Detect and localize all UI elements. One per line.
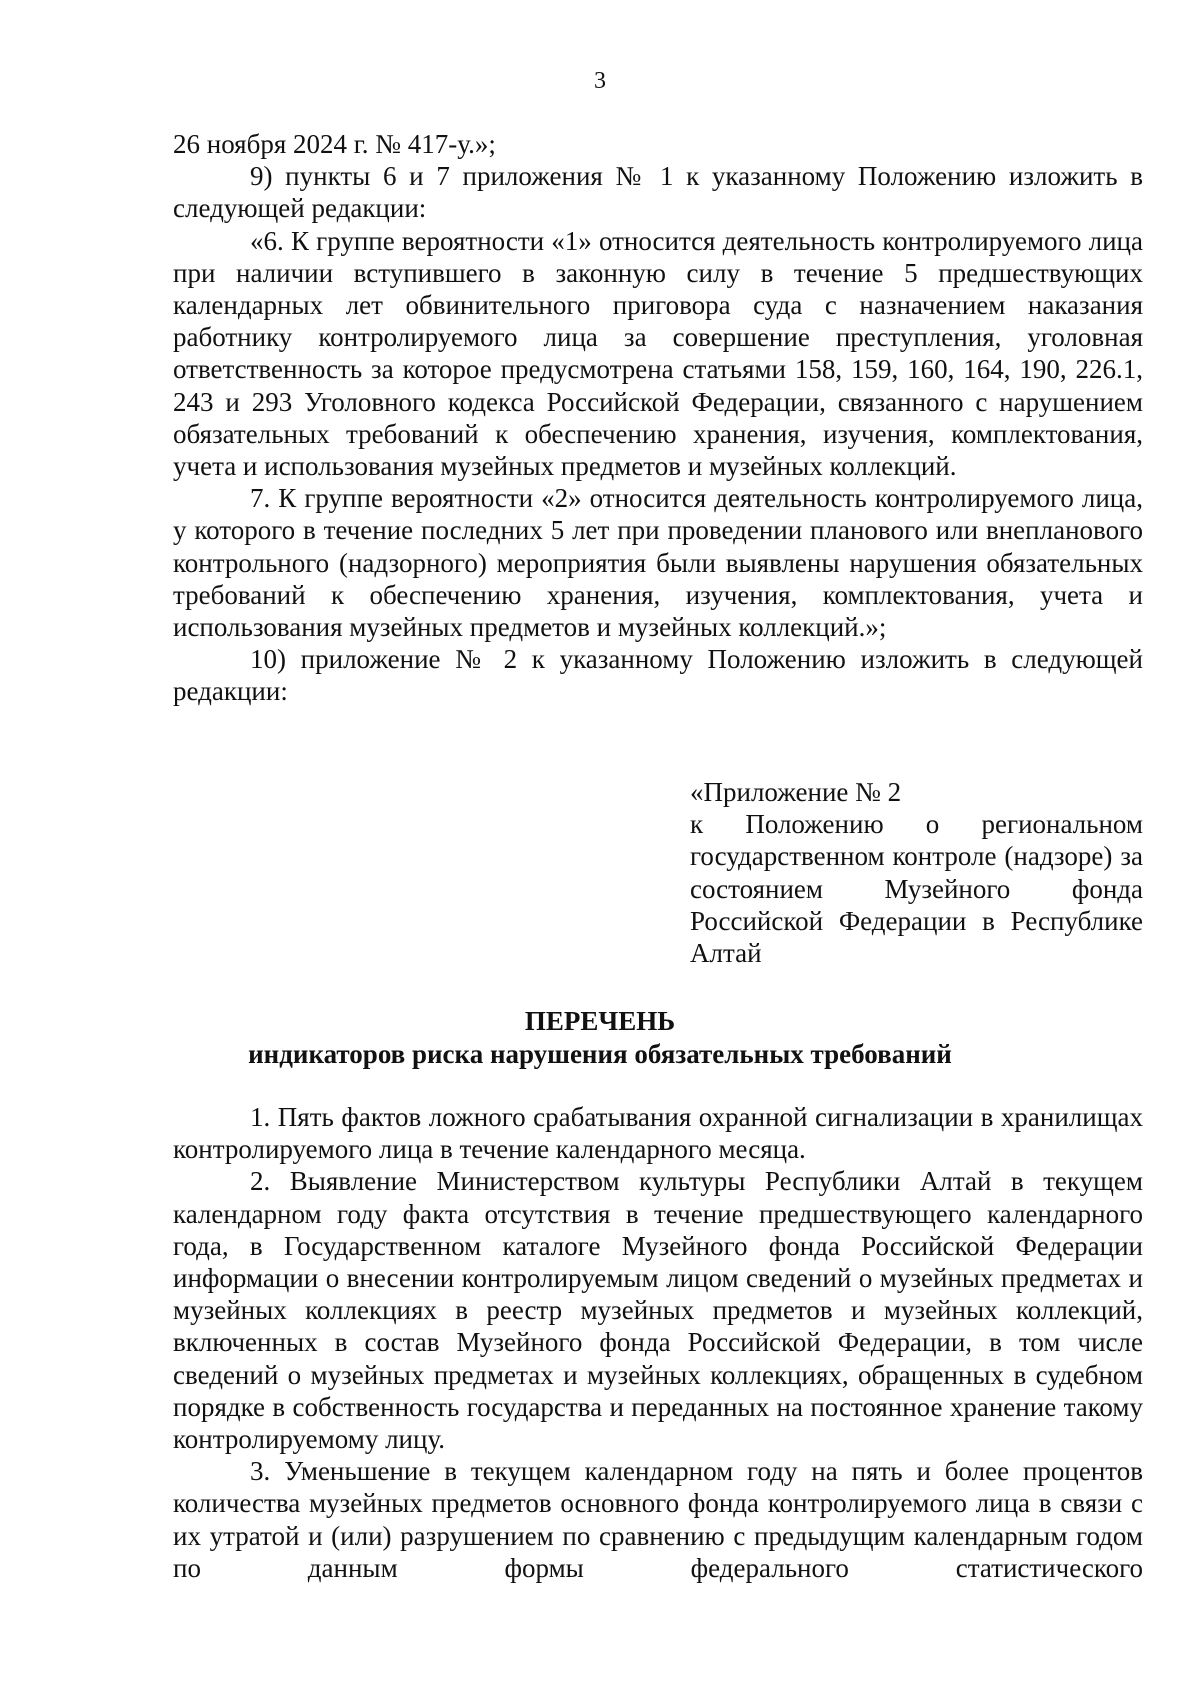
- heading-title: ПЕРЕЧЕНЬ: [524, 1006, 676, 1036]
- list-item: 1. Пять фактов ложного срабатывания охранной сигнализации в хранилищах контролируемого лица в течение календарного месяца.: [173, 1102, 1143, 1165]
- paragraph-continuation: 26 ноября 2024 г. № 417-у.»;: [173, 129, 496, 159]
- paragraph-point-7: 7. К группе вероятности «2» относится деятельность контролируемого лица, у которого в течение последних 5 лет при проведении планового или внепланового контрольного (надзорного) мероприятия были выявлены нарушения обязательных требований к обеспечению хранения, изучения, комплектования, учета и использования музейных предметов и музейных коллекций.»;: [173, 483, 1143, 643]
- appendix-block: [690, 776, 1143, 969]
- heading-subtitle: индикаторов риска нарушения обязательных требований: [248, 1039, 952, 1069]
- page-number: 3: [594, 68, 606, 94]
- paragraph-point-6: «6. К группе вероятности «1» относится деятельность контролируемого лица при наличии вступившего в законную силу в течение 5 предшествующих календарных лет обвинительного приговора суда с назначением наказания работнику контролируемого лица за совершение преступления, уголовная ответственность за которое предусмотрена статьями 158, 159, 160, 164, 190, 226.1, 243 и 293 Уголовного кодекса Российской Федерации, связанного с нарушением обязательных требований к обеспечению хранения, изучения, комплектования, учета и использования музейных предметов и музейных коллекций.: [173, 225, 1143, 482]
- top-text-block: [173, 128, 1143, 708]
- indicator-list: [173, 1101, 1143, 1584]
- paragraph-item-10: 10) приложение № 2 к указанному Положению изложить в следующей редакции:: [173, 644, 1143, 707]
- list-item: 3. Уменьшение в текущем календарном году на пять и более процентов количества музейных предметов основного фонда контролируемого лица в связи с их утратой и (или) разрушением по сравнению с предыдущим календарным годом по данным формы федерального статистического: [173, 1456, 1143, 1583]
- appendix-title: «Приложение № 2: [690, 777, 902, 807]
- appendix-reference: к Положению о региональном государственном контроле (надзоре) за состоянием Музейного фонда Российской Федерации в Республике Алтай: [690, 809, 1143, 969]
- list-item: 2. Выявление Министерством культуры Республики Алтай в текущем календарном году факта отсутствия в течение предшествующего календарного года, в Государственном каталоге Музейного фонда Российской Федерации информации о внесении контролируемым лицом сведений о музейных предметах и музейных коллекциях в реестр музейных предметов и музейных коллекций, включенных в состав Музейного фонда Российской Федерации, в том числе сведений о музейных предметах и музейных коллекциях, обращенных в судебном порядке в собственность государства и переданных на постоянное хранение такому контролируемому лицу.: [173, 1166, 1143, 1455]
- document-heading: [0, 1005, 1200, 1071]
- paragraph-item-9: 9) пункты 6 и 7 приложения № 1 к указанному Положению изложить в следующей редакции:: [173, 161, 1143, 224]
